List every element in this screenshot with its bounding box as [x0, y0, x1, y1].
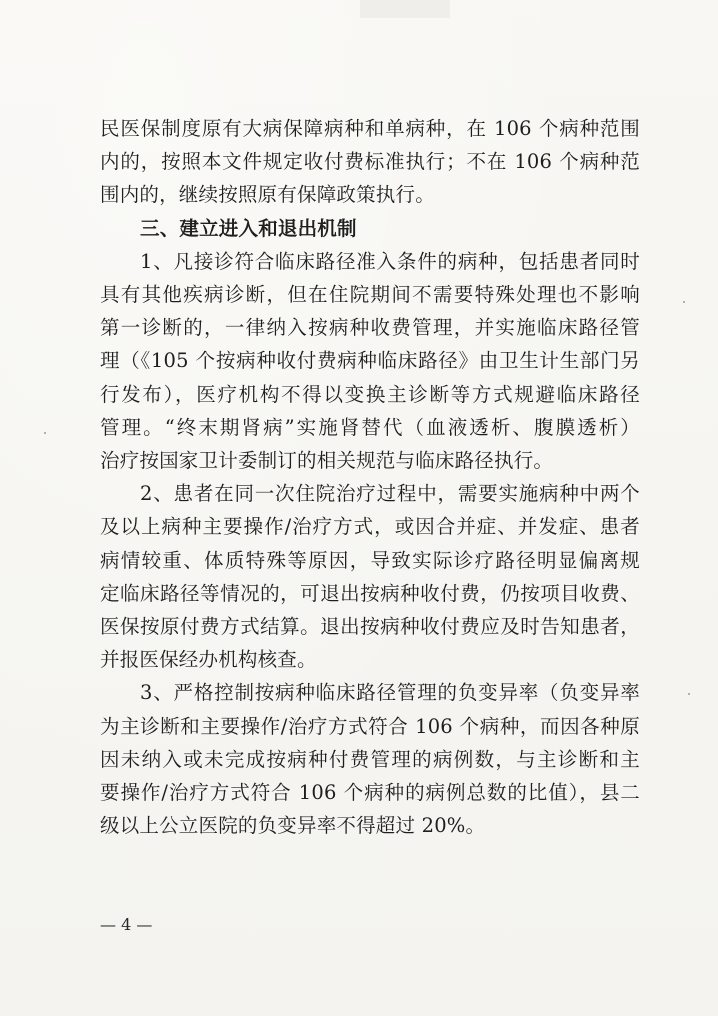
page-number: — 4 —	[100, 915, 153, 934]
body-line: 级以上公立医院的负变异率不得超过 20%。	[100, 814, 486, 838]
body-line: 2、患者在同一次住院治疗过程中，需要实施病种中两个	[140, 482, 640, 506]
body-line: 具有其他疾病诊断，但在住院期间不需要特殊处理也不影响	[100, 283, 640, 307]
body-line: 围内的，继续按照原有保障政策执行。	[100, 183, 435, 207]
body-line: 治疗按国家卫计委制订的相关规范与临床路径执行。	[100, 449, 554, 473]
scan-speck	[683, 301, 685, 303]
section-heading: 三、建立进入和退出机制	[140, 216, 357, 240]
body-line: 病情较重、体质特殊等原因，导致实际诊疗路径明显偏离规	[100, 548, 640, 572]
body-line: 1、凡接诊符合临床路径准入条件的病种，包括患者同时	[140, 249, 640, 273]
body-line: 内的，按照本文件规定收付费标准执行；不在 106 个病种范	[100, 150, 640, 174]
scan-speck	[688, 693, 690, 695]
scan-smudge	[360, 0, 450, 18]
body-line: 管理。“终末期肾病”实施肾替代（血液透析、腹膜透析）	[100, 415, 640, 439]
body-line: 及以上病种主要操作/治疗方式，或因合并症、并发症、患者	[100, 515, 640, 539]
body-line: 为主诊断和主要操作/治疗方式符合 106 个病种，而因各种原	[100, 714, 640, 738]
body-line: 定临床路径等情况的，可退出按病种收付费，仍按项目收费、	[100, 581, 640, 605]
body-line: 因未纳入或未完成按病种付费管理的病例数，与主诊断和主	[100, 747, 640, 771]
body-line: 理（《105 个按病种收付费病种临床路径》由卫生计生部门另	[100, 349, 640, 373]
body-line: 民医保制度原有大病保障病种和单病种，在 106 个病种范围	[100, 117, 640, 140]
body-line: 要操作/治疗方式符合 106 个病种的病例总数的比值），县二	[100, 781, 640, 805]
body-line: 并报医保经办机构核查。	[100, 648, 317, 672]
body-line: 3、严格控制按病种临床路径管理的负变异率（负变异率	[140, 681, 640, 705]
body-line: 医保按原付费方式结算。退出按病种收付费应及时告知患者，	[100, 615, 640, 639]
body-line: 第一诊断的，一律纳入按病种收费管理，并实施临床路径管	[100, 316, 640, 340]
scan-speck	[44, 432, 46, 434]
document-body	[100, 112, 640, 842]
body-line: 行发布），医疗机构不得以变换主诊断等方式规避临床路径	[100, 382, 640, 406]
